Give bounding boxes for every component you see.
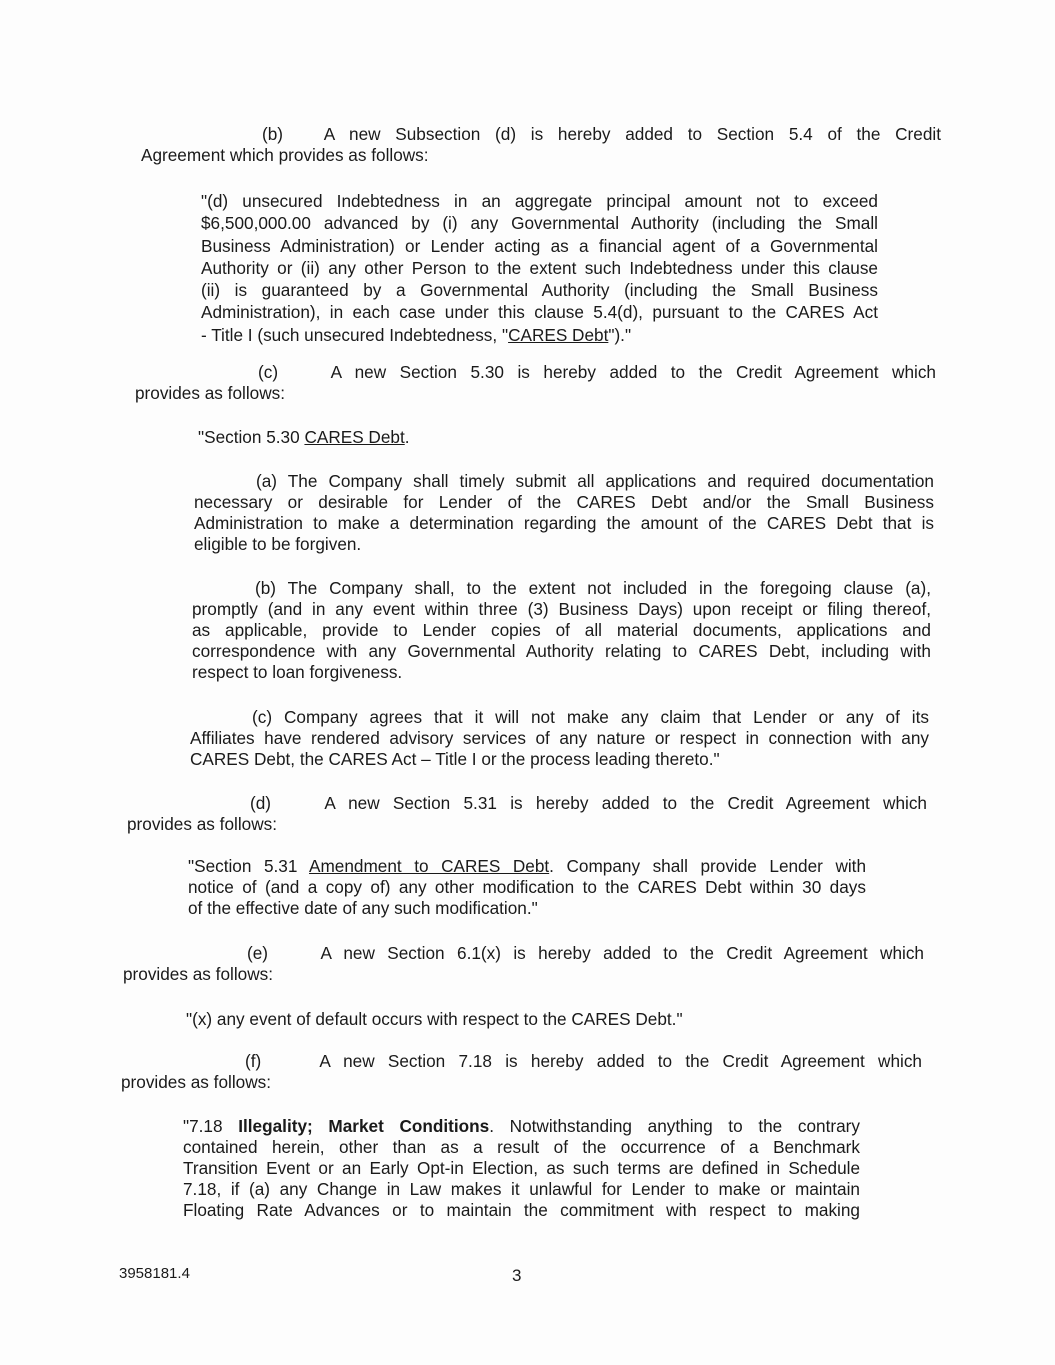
paragraph-f-text-cont: provides as follows:	[121, 1072, 271, 1092]
quote-line: ")."	[608, 324, 632, 345]
paragraph-e-label: (e)	[247, 943, 269, 963]
section-5-30-heading: "Section 5.30 CARES Debt.	[198, 427, 410, 447]
paragraph-c-text: A new Section 5.30 is hereby added to the Credit Agreement which	[330, 362, 936, 382]
paragraph-e-text: A new Section 6.1(x) is hereby added to the Credit Agreement which	[320, 943, 924, 963]
quote-line: - Title I (such unsecured Indebtedness, "	[201, 324, 509, 345]
subsection-d-quote	[201, 190, 878, 346]
paragraph-c	[135, 362, 936, 404]
section-5-30-b: (b) The Company shall, to the extent not included in the foregoing clause (a), promptly (and in any event within three (3) Business Days) upon receipt or filing thereof, as applicable, provide to Lender copies of all material documents, applications and correspondence with any Governmental Authority relating to CARES Debt, including with respect to loan forgiveness.	[192, 578, 931, 682]
section-5-31-title: Amendment to CARES Debt	[309, 856, 550, 876]
page-number: 3	[512, 1266, 522, 1285]
section-5-31: "Section 5.31 Amendment to CARES Debt. Company shall provide Lender with notice of (and a copy of) any other modification to the CARES Debt within 30 days of the effective date of any such modification."	[188, 856, 867, 918]
section-5-30-title: CARES Debt	[304, 427, 405, 447]
paragraph-d-text: A new Section 5.31 is hereby added to the Credit Agreement which	[324, 793, 927, 813]
quote-line: Administration), in each case under this clause 5.4(d), pursuant to the CARES Act	[201, 302, 878, 323]
quote-line: "(d) unsecured Indebtedness in an aggregate principal amount not to exceed	[201, 191, 878, 211]
paragraph-b-label: (b)	[262, 124, 284, 144]
section-7-18-title: Illegality; Market Conditions	[238, 1116, 490, 1136]
defined-term: CARES Debt	[508, 324, 609, 345]
paragraph-b-text: A new Subsection (d) is hereby added to Section 5.4 of the Credit	[323, 124, 941, 144]
paragraph-d-label: (d)	[250, 793, 272, 813]
paragraph-d-text-cont: provides as follows:	[127, 814, 277, 834]
paragraph-c-text-cont: provides as follows:	[135, 383, 285, 403]
paragraph-d	[127, 793, 927, 835]
paragraph-f	[121, 1051, 922, 1093]
paragraph-e	[123, 943, 924, 985]
section-5-30-a: (a) The Company shall timely submit all applications and required documentation necessary or desirable for Lender of the CARES Debt and/or the Small Business Administration to make a determination regarding the amount of the CARES Debt that is eligible to be forgiven.	[194, 471, 934, 554]
paragraph-f-text: A new Section 7.18 is hereby added to the Credit Agreement which	[319, 1051, 922, 1071]
quote-line: $6,500,000.00 advanced by (i) any Governmental Authority (including the Small	[201, 213, 878, 234]
paragraph-f-label: (f)	[245, 1051, 262, 1071]
quote-line: Business Administration) or Lender acting as a financial agent of a Governmental	[201, 235, 878, 256]
paragraph-b	[141, 124, 941, 166]
section-5-30-c: (c) Company agrees that it will not make any claim that Lender or any of its Affiliates have rendered advisory services of any nature or respect in connection with any CARES Debt, the CARES Act – Title I or the process leading thereto."	[190, 707, 929, 769]
document-number: 3958181.4	[119, 1265, 190, 1282]
paragraph-e-text-cont: provides as follows:	[123, 964, 273, 984]
paragraph-b-text-cont: Agreement which provides as follows:	[141, 145, 429, 165]
quote-line: Authority or (ii) any other Person to the extent such Indebtedness under this clause	[201, 257, 878, 278]
clause-x-quote: "(x) any event of default occurs with respect to the CARES Debt."	[186, 1009, 683, 1029]
section-7-18: "7.18 Illegality; Market Conditions. Notwithstanding anything to the contrary contained herein, other than as a result of the occurrence of a Benchmark Transition Event or an Early Opt-in Election, as such terms are defined in Schedule 7.18, if (a) any Change in Law makes it unlawful for Lender to make or maintain Floating Rate Advances or to maintain the commitment with respect to making	[183, 1116, 860, 1220]
paragraph-c-label: (c)	[258, 362, 279, 382]
quote-line: (ii) is guaranteed by a Governmental Authority (including the Small Business	[201, 280, 878, 301]
